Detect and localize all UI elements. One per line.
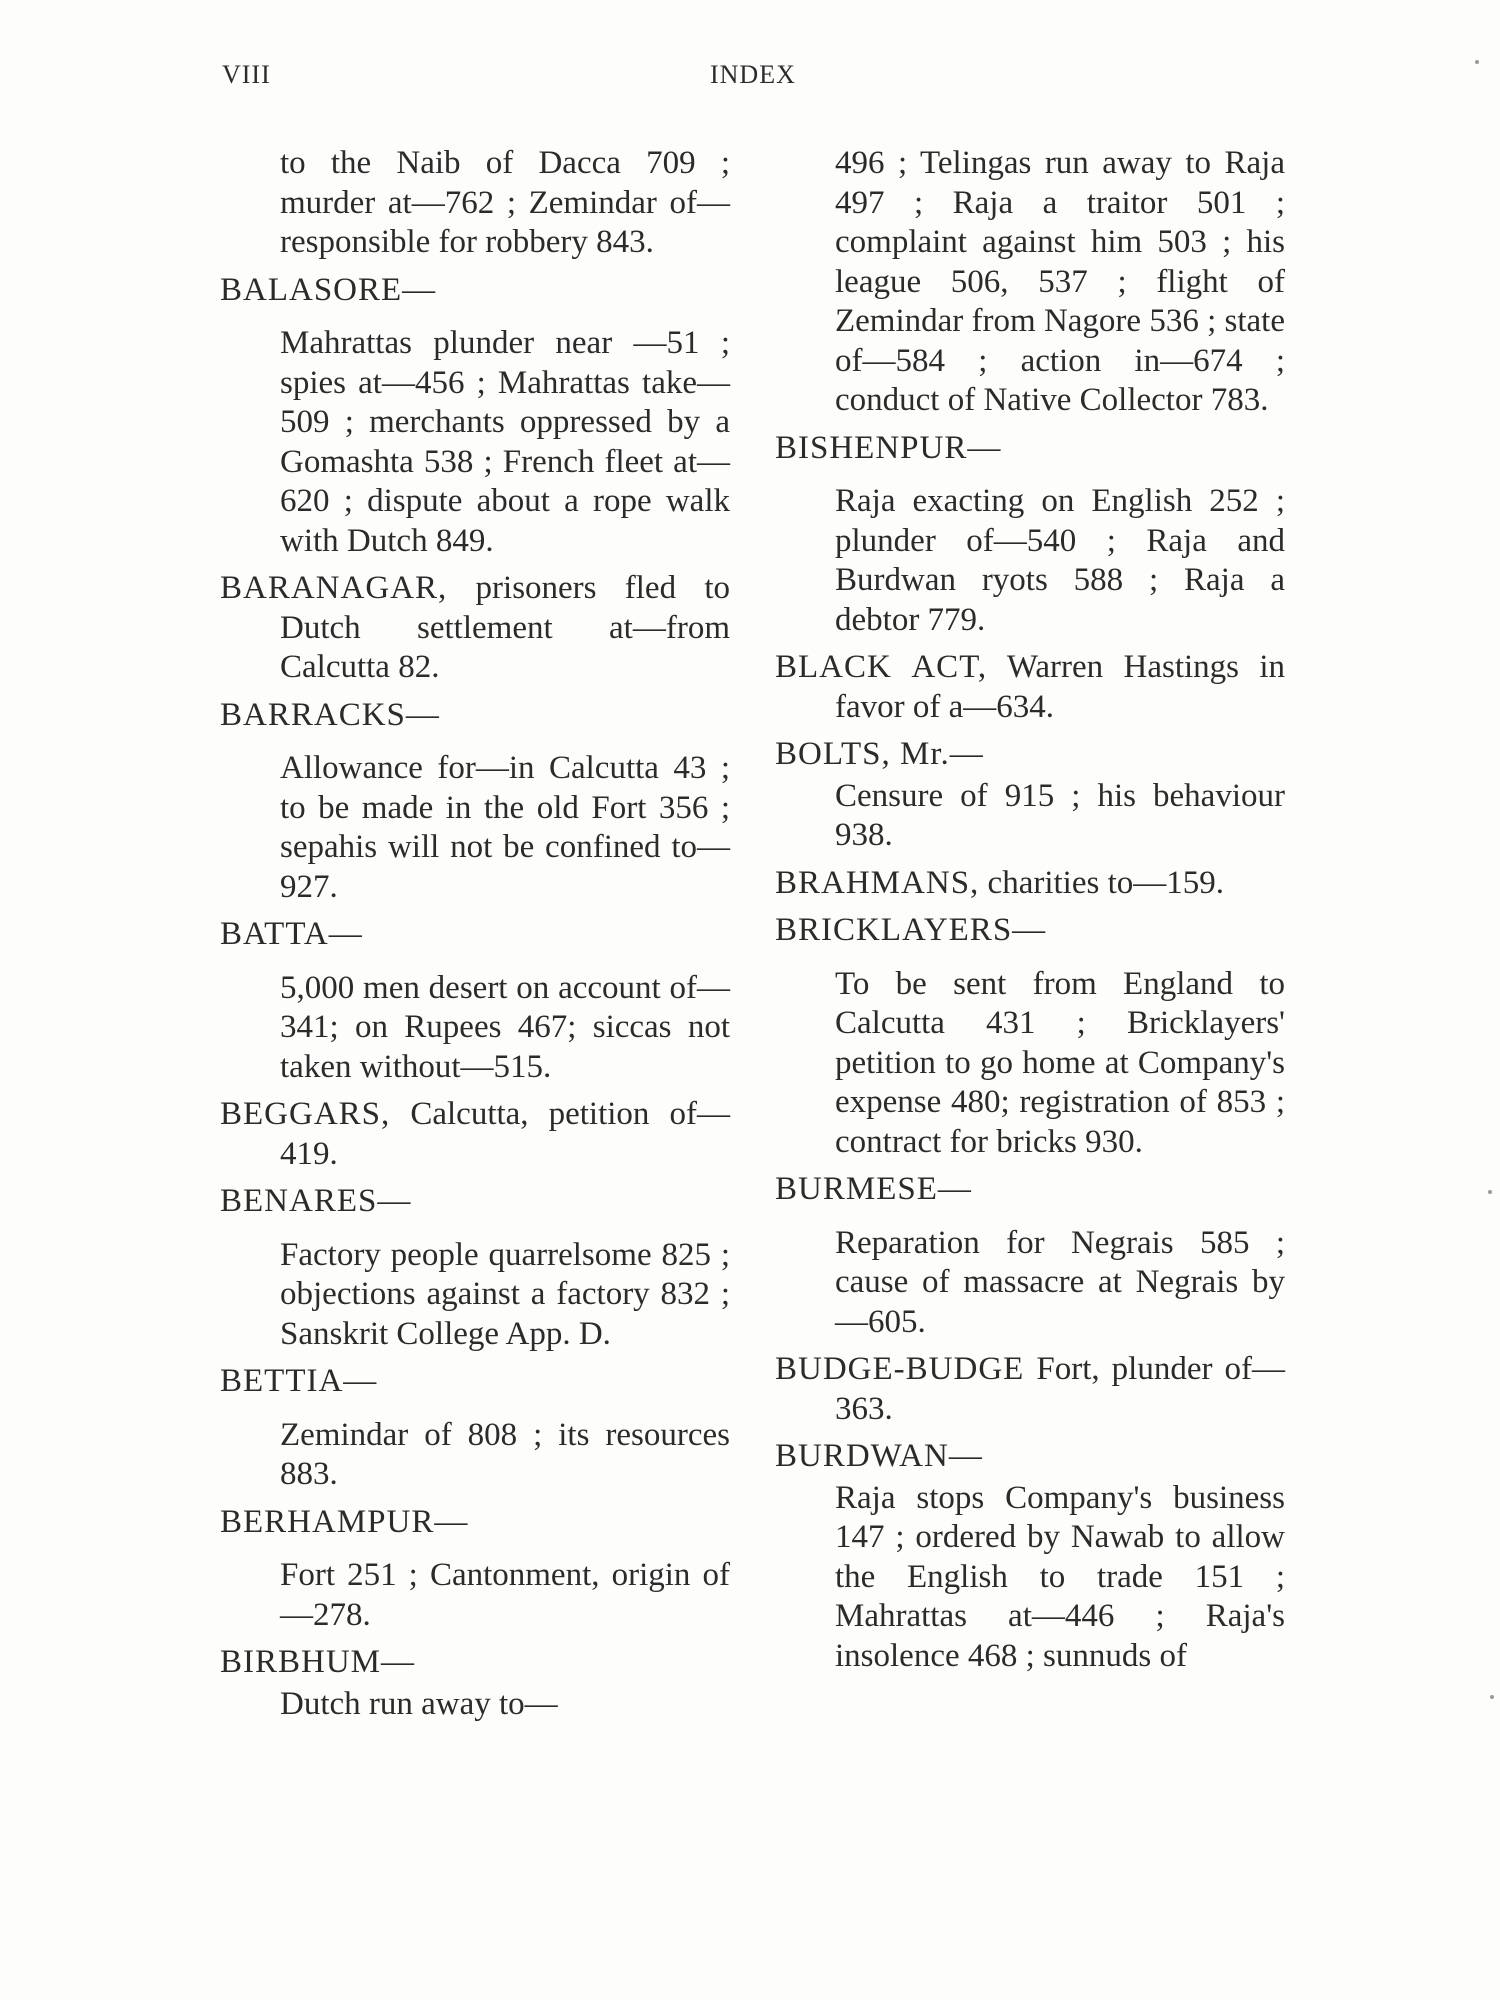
entry-body: Allowance for—in Calcutta 43 ; to be made in the old Fort 356 ; sepahis will not be confined to—927. — [280, 750, 730, 905]
index-entry — [220, 1182, 730, 1354]
entry-headword: BARANAGAR, — [220, 570, 448, 606]
entry-body: Raja exacting on English 252 ; plunder of—540 ; Raja and Burdwan ryots 588 ; Raja a debtor 779. — [835, 483, 1285, 638]
entry-text: Fort, plunder of—363. — [835, 1351, 1285, 1427]
entry-body: Mahrattas plunder near —51 ; spies at—456 ; Mahrattas take—509 ; merchants oppressed by a Gomashta 538 ; French fleet at—620 ; dispute about a rope walk with Dutch 849. — [280, 325, 730, 559]
entry-text: prisoners fled to Dutch settlement at—from Calcutta 82. — [280, 570, 730, 685]
page-title: INDEX — [710, 60, 796, 89]
index-entry — [220, 915, 730, 1087]
entry-headword: BARRACKS— — [220, 696, 440, 733]
paper-speck — [1488, 1190, 1492, 1194]
entry-body: to the Naib of Dacca 709 ; murder at—762 ; Zemindar of—responsible for robbery 843. — [280, 145, 730, 260]
index-entry — [775, 648, 1285, 727]
entry-body: Factory people quarrelsome 825 ; objections against a factory 832 ; Sanskrit College App. D. — [280, 1236, 730, 1352]
entry-line — [775, 864, 1285, 904]
right-column — [775, 144, 1285, 1684]
entry-headword: BEGGARS, — [220, 1096, 391, 1132]
entry-body: 496 ; Telingas run away to Raja 497 ; Raja a traitor 501 ; complaint against him 503 ; his league 506, 537 ; flight of Zemindar from Nagore 536 ; state of—584 ; action in—674 ; conduct of Native Collector 783. — [835, 145, 1285, 418]
page-number: VIII — [222, 60, 271, 89]
index-entry — [220, 1095, 730, 1174]
paper-speck — [1490, 1695, 1494, 1699]
index-entry — [775, 864, 1285, 904]
entry-headword: BALASORE— — [220, 271, 437, 308]
index-entry — [775, 1350, 1285, 1429]
left-column — [220, 144, 730, 1732]
entry-body: Reparation for Negrais 585 ; cause of massacre at Negrais by—605. — [835, 1224, 1285, 1340]
index-entry — [220, 1503, 730, 1636]
index-entry — [775, 1170, 1285, 1342]
index-entry — [220, 1643, 730, 1724]
entry-headword: BISHENPUR— — [775, 429, 1002, 466]
entry-body: Censure of 915 ; his behaviour 938. — [835, 777, 1285, 853]
index-entry — [220, 144, 730, 263]
entry-body: Zemindar of 808 ; its resources 883. — [280, 1416, 730, 1492]
entry-headword: BOLTS, Mr.— — [775, 736, 984, 772]
entry-text: Calcutta, petition of—419. — [280, 1096, 730, 1172]
entry-body: To be sent from England to Calcutta 431 ; Bricklayers' petition to go home at Company's expense 480; registration of 853 ; contract for bricks 930. — [835, 965, 1285, 1160]
entry-text: Warren Hastings in favor of a—634. — [835, 649, 1285, 725]
index-entry — [775, 144, 1285, 421]
paper-speck — [1475, 60, 1479, 64]
entry-line — [220, 569, 730, 688]
index-entry — [220, 271, 730, 562]
index-entry — [775, 429, 1285, 641]
entry-line — [775, 648, 1285, 727]
index-entry — [220, 1362, 730, 1495]
entry-headword: BERHAMPUR— — [220, 1503, 469, 1540]
entry-headword: BENARES— — [220, 1183, 412, 1219]
entry-line — [220, 1095, 730, 1174]
index-entry — [775, 911, 1285, 1162]
entry-headword: BETTIA— — [220, 1363, 378, 1399]
entry-headword: BATTA— — [220, 916, 363, 952]
entry-headword: BIRBHUM— — [220, 1644, 416, 1680]
entry-body: Raja stops Company's business 147 ; ordered by Nawab to allow the English to trade 151 ; Mahrattas at—446 ; Raja's insolence 468 ; sunnuds of — [835, 1479, 1285, 1674]
entry-headword: BRICKLAYERS— — [775, 912, 1047, 948]
entry-headword: BURDWAN— — [775, 1438, 983, 1474]
entry-body: 5,000 men desert on account of—341; on Rupees 467; siccas not taken without—515. — [280, 969, 730, 1085]
entry-text: charities to—159. — [979, 864, 1224, 901]
entry-body: Dutch run away to— — [280, 1685, 558, 1722]
index-entry — [775, 1437, 1285, 1676]
index-entry — [775, 735, 1285, 856]
index-entry — [220, 696, 730, 908]
entry-line — [775, 1350, 1285, 1429]
index-entry — [220, 569, 730, 688]
entry-body: Fort 251 ; Cantonment, origin of—278. — [280, 1557, 730, 1633]
entry-headword: BRAHMANS, — [775, 864, 980, 901]
entry-headword: BURMESE— — [775, 1171, 972, 1207]
entry-headword: BLACK ACT, — [775, 649, 988, 685]
entry-headword: BUDGE-BUDGE — [775, 1351, 1025, 1387]
